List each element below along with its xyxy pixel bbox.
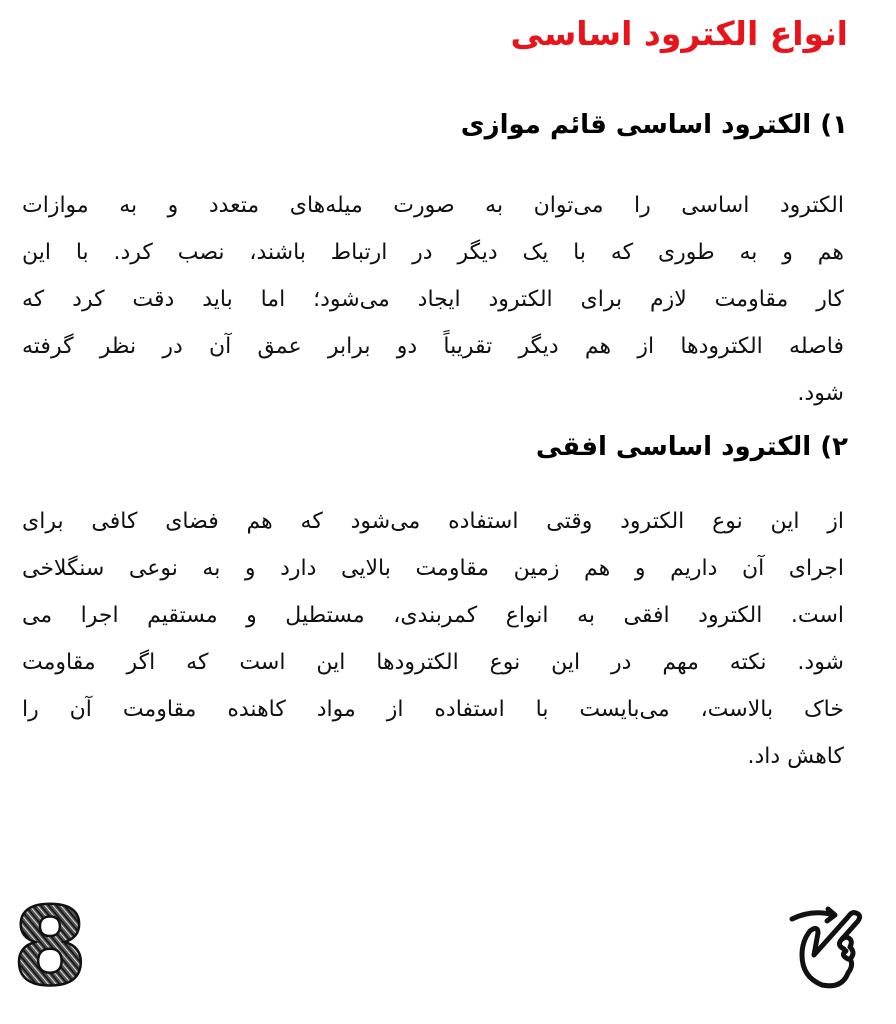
section-paragraph-vertical-parallel — [22, 182, 844, 417]
paragraph-line: کار مقاومت لازم برای الکترود ایجاد می‌شود؛ اما باید دقت کرد که — [22, 287, 844, 312]
section-paragraph-horizontal — [22, 498, 844, 780]
paragraph-line: کاهش داد. — [747, 744, 844, 769]
paragraph-line: الکترود اساسی را می‌توان به صورت میله‌های متعدد و به موازات — [22, 193, 844, 218]
paragraph-line: شود. نکته مهم در این نوع الکترودها این است که اگر مقاومت — [22, 650, 844, 675]
paragraph-line: اجرای آن داریم و هم زمین مقاومت بالایی دارد و به نوعی سنگلاخی — [22, 556, 844, 581]
paragraph-line: خاک بالاست، می‌بایست با استفاده از مواد کاهنده مقاومت آن را — [22, 697, 844, 722]
page-number: 8 — [12, 898, 88, 990]
paragraph-line: شود. — [797, 381, 844, 406]
section-heading-horizontal: ۲) الکترود اساسی افقی — [535, 432, 848, 462]
page-title: انواع الکترود اساسی — [510, 14, 848, 53]
paragraph-line: است. الکترود افقی به انواع کمربندی، مستطیل و مستقیم اجرا می — [22, 603, 844, 628]
paragraph-line: هم و به طوری که با یک دیگر در ارتباط باشند، نصب کرد. با این — [22, 240, 844, 265]
swipe-hand-icon[interactable] — [788, 905, 866, 995]
paragraph-line: از این نوع الکترود وقتی استفاده می‌شود که هم فضای کافی برای — [22, 509, 844, 534]
page-number-badge — [10, 898, 90, 990]
paragraph-line: فاصله الکترودها از هم دیگر تقریباً دو برابر عمق آن در نظر گرفته — [22, 334, 844, 359]
section-heading-vertical-parallel: ۱) الکترود اساسی قائم موازی — [460, 110, 848, 140]
